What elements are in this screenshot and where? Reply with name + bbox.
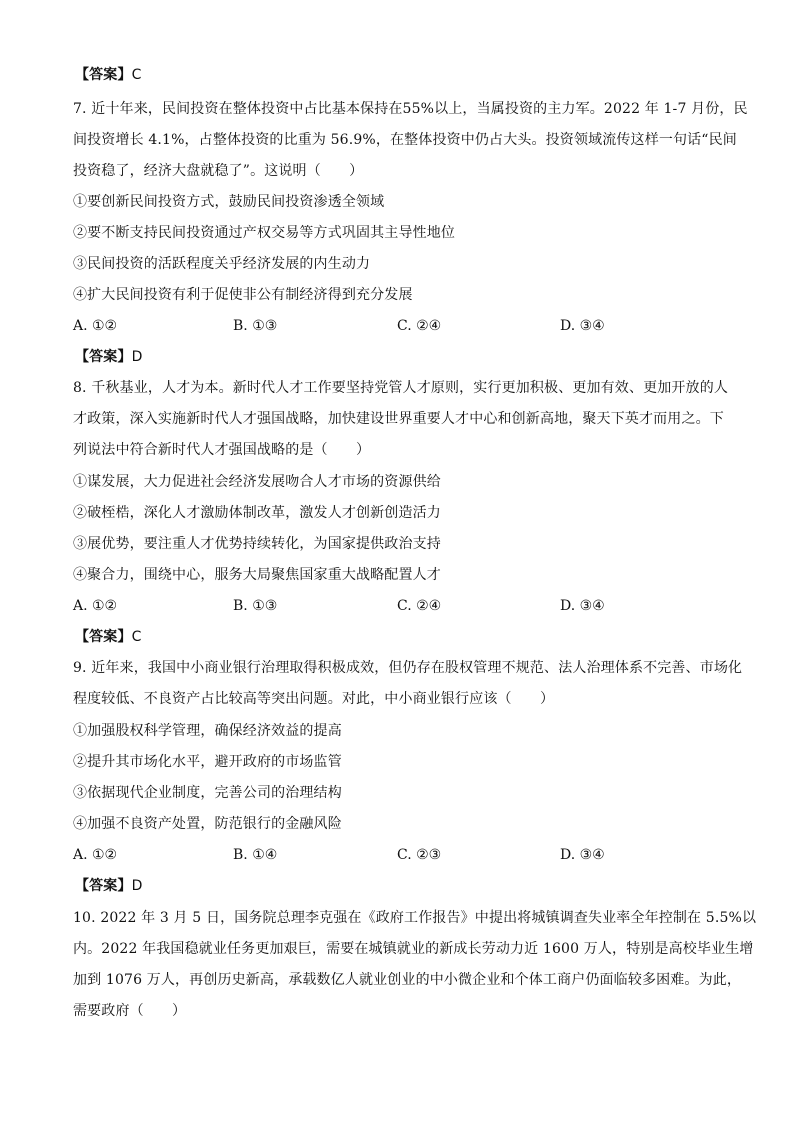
- answer-value: C: [131, 67, 142, 83]
- statement-2: ②破桎梏，深化人才激励体制改革，激发人才创新创造活力: [73, 505, 441, 521]
- answer-value: D: [131, 878, 143, 894]
- answer-label: 【答案】: [75, 67, 132, 83]
- option-d: D. ③④: [560, 598, 605, 614]
- statement-4: ④聚合力，围绕中心，服务大局聚焦国家重大战略配置人才: [73, 567, 441, 583]
- statement-1: ①加强股权科学管理，确保经济效益的提高: [73, 723, 342, 739]
- answer-label: 【答案】: [75, 629, 132, 645]
- answer-label: 【答案】: [75, 349, 132, 365]
- answer-q9: [75, 876, 725, 896]
- statement-2: ②要不断支持民间投资通过产权交易等方式巩固其主导性地位: [73, 225, 456, 241]
- option-a: A. ①②: [73, 318, 118, 334]
- answer-value: C: [131, 629, 142, 645]
- statement-3: ③展优势，要注重人才优势持续转化，为国家提供政治支持: [73, 536, 441, 552]
- question-text-line: 程度较低、不良资产占比较高等突出问题。对此，中小商业银行应该（ ）: [73, 691, 555, 707]
- question-text-line: 加到 1076 万人，再创历史新高，承载数亿人就业创业的中小微企业和个体工商户仍面临较多困难。为此，: [73, 972, 742, 988]
- option-d: D. ③④: [560, 318, 605, 334]
- statement-3: ③依据现代企业制度，完善公司的治理结构: [73, 785, 342, 801]
- question-text-line: 投资稳了，经济大盘就稳了”。这说明（ ）: [73, 163, 364, 179]
- option-d: D. ③④: [560, 847, 605, 863]
- answer-label: 【答案】: [75, 878, 132, 894]
- question-text-line: 需要政府（ ）: [73, 1003, 187, 1019]
- answer-q8: [75, 627, 725, 647]
- option-b: B. ①③: [233, 598, 278, 614]
- options-row: [73, 596, 723, 616]
- option-c: C. ②④: [397, 598, 442, 614]
- statement-4: ④扩大民间投资有利于促使非公有制经济得到充分发展: [73, 287, 413, 303]
- option-c: C. ②③: [397, 847, 442, 863]
- options-row: [73, 316, 723, 336]
- answer-q6: [75, 65, 725, 85]
- statement-1: ①要创新民间投资方式，鼓励民间投资渗透全领域: [73, 194, 385, 210]
- question-text-line: 内。2022 年我国稳就业任务更加艰巨，需要在城镇就业的新成长劳动力近 1600 万人，特别是高校毕业生增: [73, 941, 754, 957]
- option-b: B. ①③: [233, 318, 278, 334]
- statement-1: ①谋发展，大力促进社会经济发展吻合人才市场的资源供给: [73, 474, 441, 490]
- answer-q7: [75, 347, 725, 367]
- statement-4: ④加强不良资产处置，防范银行的金融风险: [73, 816, 342, 832]
- question-text-line: 7. 近十年来，民间投资在整体投资中占比基本保持在55%以上，当属投资的主力军。2022 年 1-7 月份，民: [73, 101, 748, 117]
- option-b: B. ①④: [233, 847, 278, 863]
- statement-3: ③民间投资的活跃程度关乎经济发展的内生动力: [73, 256, 371, 272]
- statement-2: ②提升其市场化水平，避开政府的市场监管: [73, 754, 342, 770]
- question-text-line: 间投资增长 4.1%，占整体投资的比重为 56.9%，在整体投资中仍占大头。投资领域流传这样一句话“民间: [73, 132, 737, 148]
- option-a: A. ①②: [73, 847, 118, 863]
- question-text-line: 8. 千秋基业，人才为本。新时代人才工作要坚持党管人才原则，实行更加积极、更加有效、更加开放的人: [73, 380, 729, 396]
- option-c: C. ②④: [397, 318, 442, 334]
- answer-value: D: [131, 349, 143, 365]
- question-text-line: 才政策，深入实施新时代人才强国战略，加快建设世界重要人才中心和创新高地，聚天下英才而用之。下: [73, 411, 724, 427]
- question-text-line: 10. 2022 年 3 月 5 日，国务院总理李克强在《政府工作报告》中提出将城镇调查失业率全年控制在 5.5%以: [73, 910, 757, 926]
- option-a: A. ①②: [73, 598, 118, 614]
- question-text-line: 列说法中符合新时代人才强国战略的是（ ）: [73, 442, 371, 458]
- question-text-line: 9. 近年来，我国中小商业银行治理取得积极成效，但仍存在股权管理不规范、法人治理体系不完善、市场化: [73, 660, 743, 676]
- options-row: [73, 845, 723, 865]
